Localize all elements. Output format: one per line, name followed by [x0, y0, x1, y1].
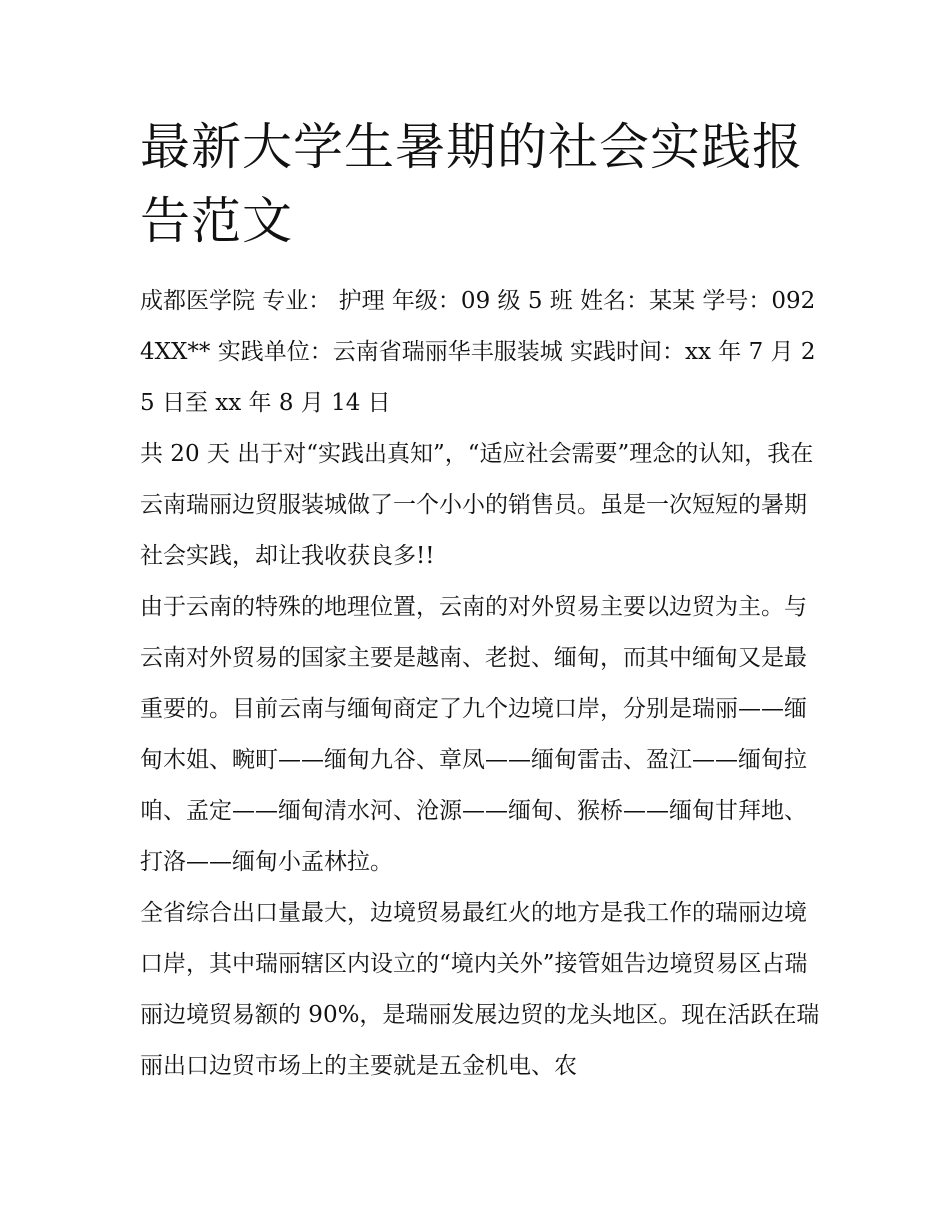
document-body — [140, 110, 820, 1092]
paragraph-ruili-port: 全省综合出口量最大，边境贸易最红火的地方是我工作的瑞丽边境口岸，其中瑞丽辖区内设立的“境内关外”接管姐告边境贸易区占瑞丽边境贸易额的 90%，是瑞丽发展边贸的龙头地区。现在活跃在瑞丽出口边贸市场上的主要就是五金机电、农 — [140, 900, 820, 1079]
paragraph-introduction: 共 20 天 出于对“实践出真知”，“适应社会需要”理念的认知，我在云南瑞丽边贸服装城做了一个小小的销售员。虽是一次短短的暑期社会实践，却让我收获良多!! — [140, 441, 814, 569]
paragraph-border-trade: 由于云南的特殊的地理位置，云南的对外贸易主要以边贸为主。与云南对外贸易的国家主要是越南、老挝、缅甸，而其中缅甸又是最重要的。目前云南与缅甸商定了九个边境口岸，分别是瑞丽——缅甸木姐、畹町——缅甸九谷、章凤——缅甸雷击、盈江——缅甸拉咱、孟定——缅甸清水河、沧源——缅甸、猴桥——缅甸甘拜地、打洛——缅甸小孟林拉。 — [140, 594, 807, 875]
document-title: 最新大学生暑期的社会实践报告范文 — [140, 118, 803, 250]
paragraph-student-info: 成都医学院 专业： 护理 年级：09 级 5 班 姓名：某某 学号：0924XX** 实践单位：云南省瑞丽华丰服装城 实践时间：xx 年 7 月 25 日至 xx 年 8 月 14 日 — [140, 288, 816, 416]
